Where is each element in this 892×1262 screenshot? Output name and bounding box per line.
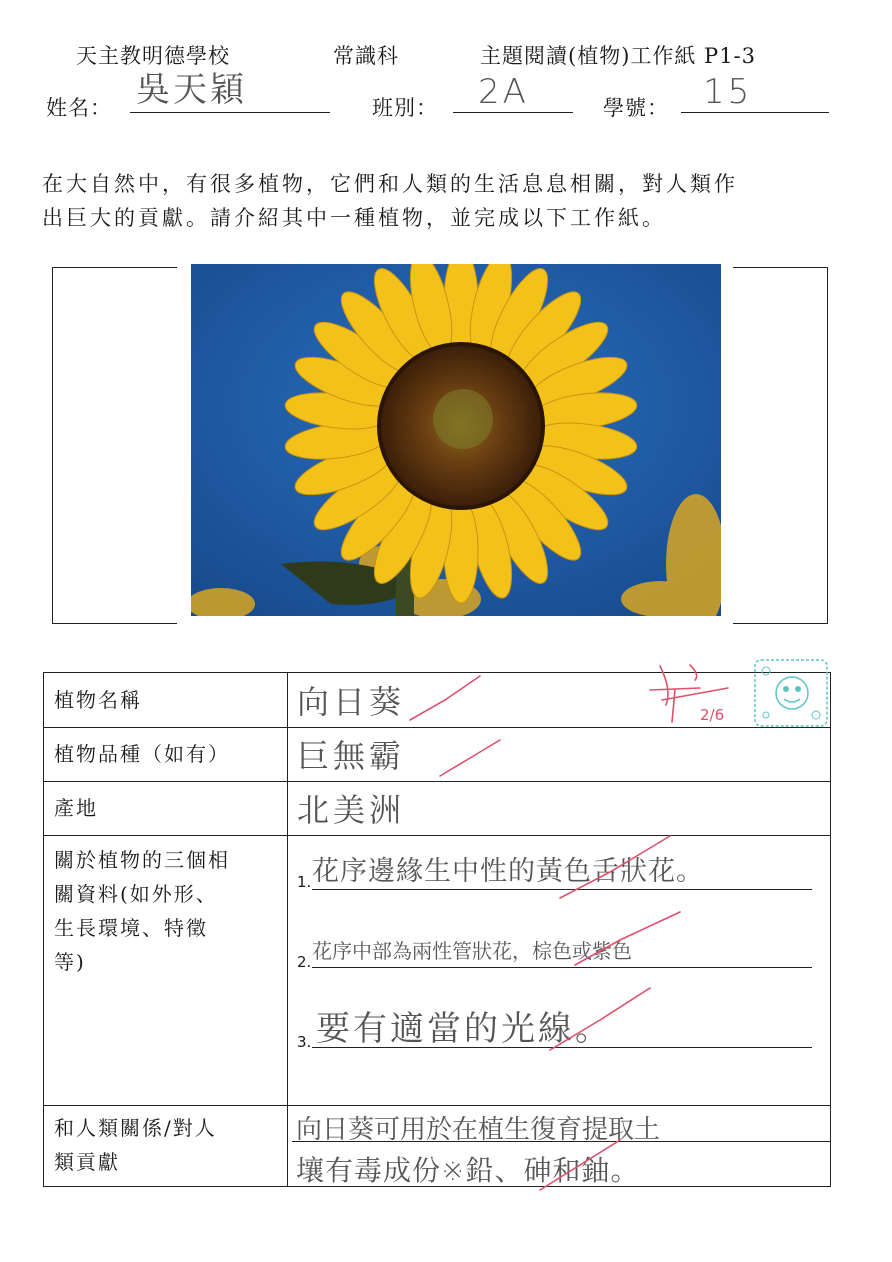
facts-label-line: 生長環境、特徵 (54, 916, 208, 940)
worksheet-title: 主題閱讀(植物)工作紙 P1-3 (480, 44, 757, 68)
check-mark (540, 1140, 620, 1190)
facts-label-line: 關資料(如外形、 (54, 882, 218, 906)
origin-label: 產地 (54, 796, 98, 820)
relation-label-line: 和人類關係/對人 (54, 1116, 217, 1140)
check-mark (550, 988, 650, 1050)
check-mark (560, 836, 670, 898)
instructions-line-2: 出巨大的貢獻。請介紹其中一種植物，並完成以下工作紙。 (42, 206, 666, 230)
fact-answer-1[interactable]: 花序邊緣生中性的黃色舌狀花。 (312, 856, 704, 887)
number-label: 學號： (603, 96, 669, 120)
number-field[interactable]: 15 (703, 72, 753, 112)
class-label: 班別： (372, 96, 438, 120)
subject-name: 常識科 (333, 44, 399, 68)
teacher-stamp-icon (752, 657, 830, 729)
fact-answer-2[interactable]: 花序中部為兩性管狀花，棕色或紫色 (312, 939, 632, 963)
fact-answer-3[interactable]: 要有適當的光線。 (316, 1009, 612, 1049)
school-name: 天主教明德學校 (76, 44, 230, 68)
check-mark (575, 912, 680, 965)
plant-variety-answer[interactable]: 巨無霸 (297, 737, 406, 775)
plant-variety-label: 植物品種（如有） (54, 742, 230, 766)
check-mark (410, 676, 480, 720)
fact-number-1: 1. (297, 873, 312, 891)
origin-answer[interactable]: 北美洲 (297, 791, 406, 829)
facts-label-line: 關於植物的三個相 (54, 848, 230, 872)
plant-name-label: 植物名稱 (54, 688, 142, 712)
fact-number-3: 3. (297, 1033, 312, 1051)
name-field[interactable]: 吳天穎 (136, 70, 247, 110)
relation-answer-line-2[interactable]: 壤有毒成份※鉛、砷和鈾。 (296, 1154, 640, 1187)
class-field[interactable]: 2A (478, 72, 529, 112)
teacher-signature-mark (650, 665, 700, 722)
relation-label-line: 類貢獻 (54, 1150, 120, 1174)
relation-answer-line-1[interactable]: 向日葵可用於在植生復育提取土 (296, 1115, 661, 1145)
plant-name-answer[interactable]: 向日葵 (297, 683, 406, 721)
marking-date: 2/6 (700, 706, 725, 724)
facts-label-line: 等) (54, 950, 86, 974)
name-label: 姓名： (46, 96, 112, 120)
check-mark (440, 740, 500, 776)
fact-number-2: 2. (297, 953, 312, 971)
instructions-line-1: 在大自然中，有很多植物，它們和人類的生活息息相關，對人類作 (42, 172, 738, 196)
